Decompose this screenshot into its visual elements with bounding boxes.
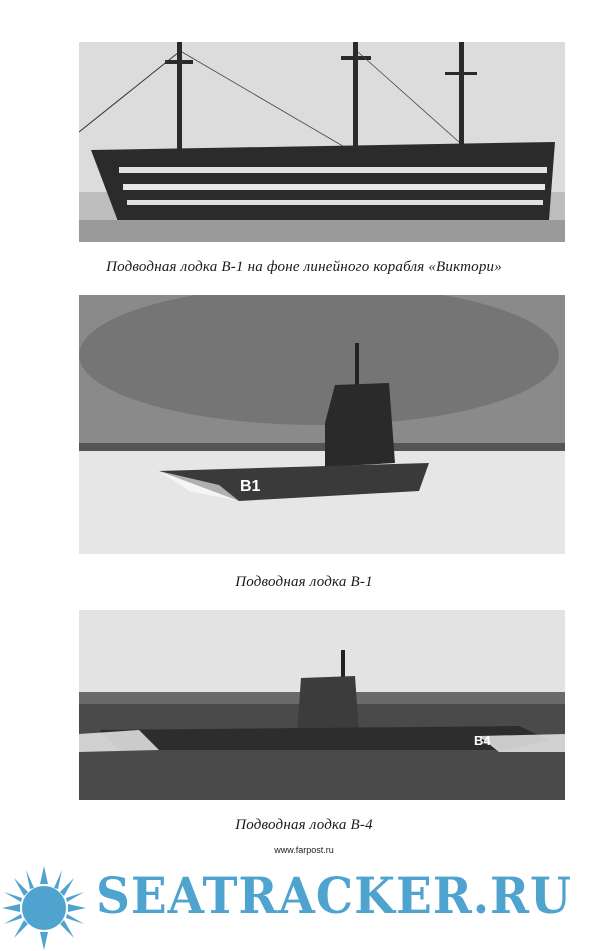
photo-caption: Подводная лодка В-4 <box>235 817 373 833</box>
photo-submarine-b4 <box>79 610 565 800</box>
logo-text: SEATRACKER.RU <box>96 866 572 925</box>
hull-mark: B4 <box>474 733 491 748</box>
photo-victory <box>79 42 565 242</box>
source-url: www.farpost.ru <box>274 845 334 855</box>
sun-logo-icon <box>0 862 92 951</box>
photo-caption: Подводная лодка В-1 <box>235 574 373 590</box>
photo-submarine-b1 <box>79 295 565 554</box>
hull-mark: B1 <box>240 478 261 495</box>
photo-caption: Подводная лодка В-1 на фоне линейного корабля «Виктори» <box>106 259 502 275</box>
